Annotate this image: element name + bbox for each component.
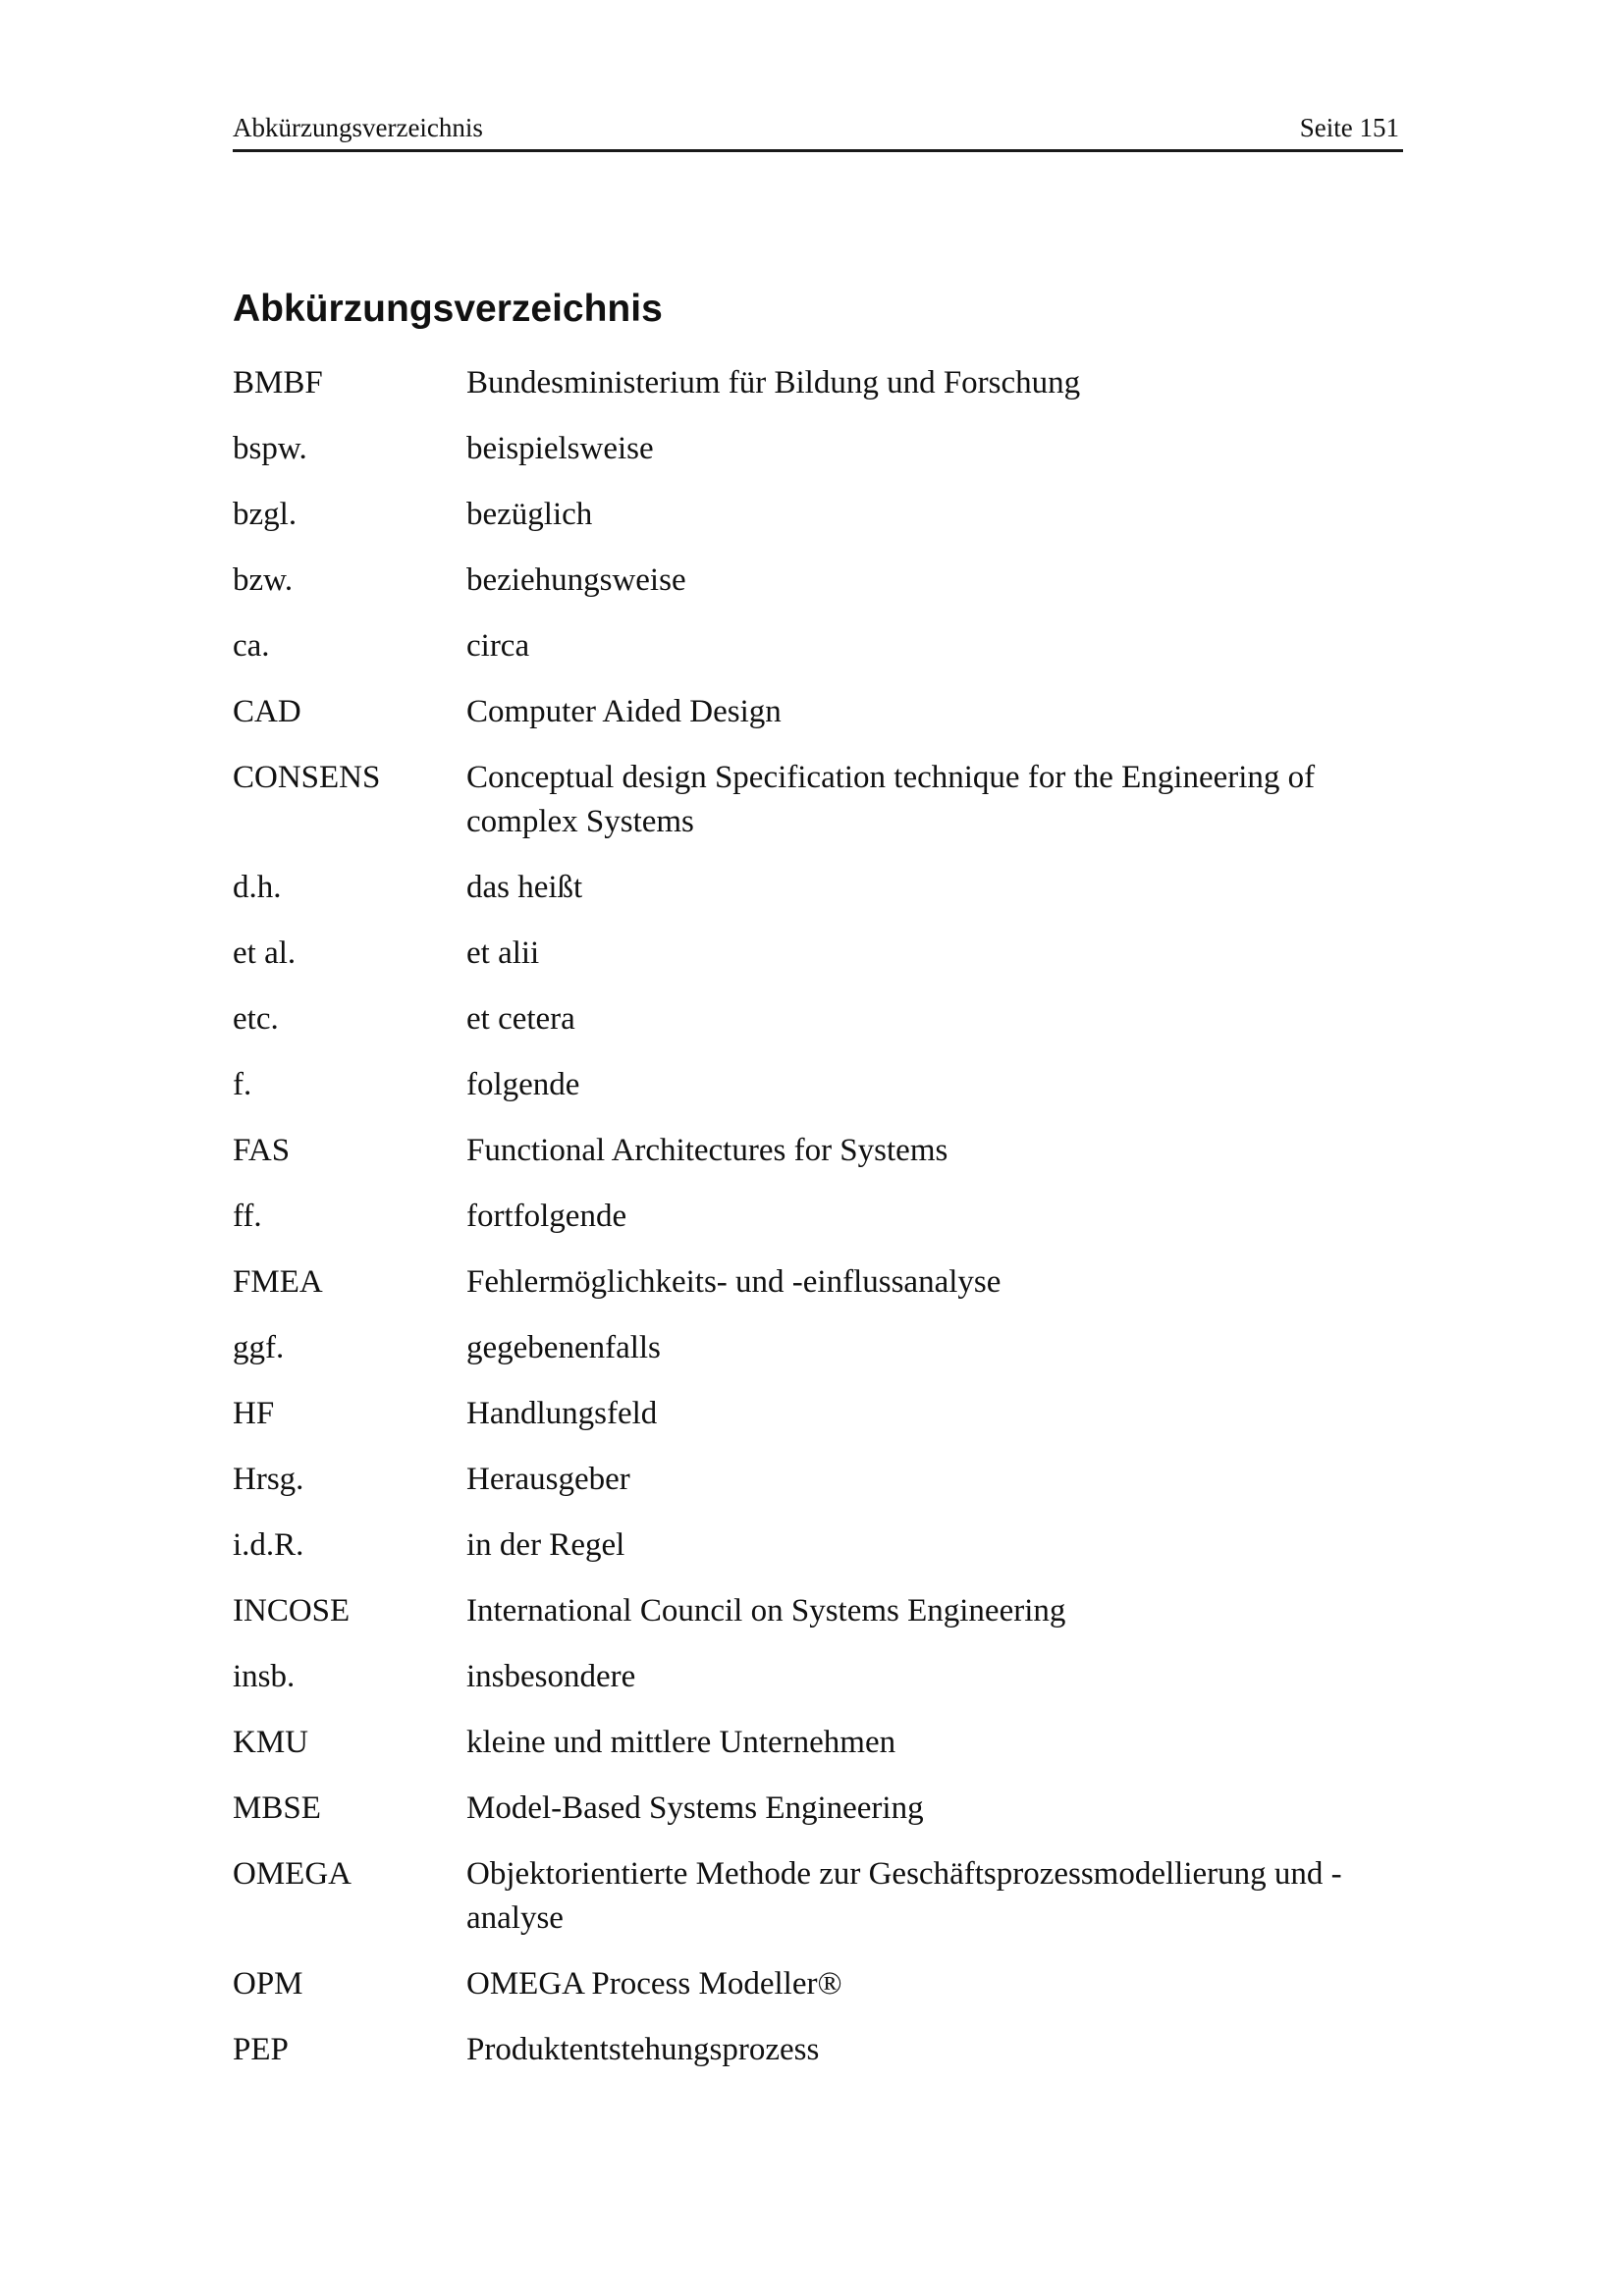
abbreviation-row [233,1852,1403,1962]
abbreviation-term: bzw. [233,562,294,598]
abbreviation-definition: Handlungsfeld [466,1396,658,1431]
abbreviation-definition: circa [466,628,530,664]
abbreviation-row [233,1260,1403,1326]
abbreviation-row [233,1458,1403,1523]
abbreviation-term: INCOSE [233,1593,351,1629]
abbreviation-definition: beziehungsweise [466,562,686,598]
abbreviation-definition: insbesondere [466,1659,636,1694]
abbreviation-term: FAS [233,1133,291,1168]
abbreviation-row [233,1655,1403,1721]
abbreviation-term: et al. [233,935,297,971]
abbreviation-row [233,932,1403,997]
abbreviation-term: f. [233,1067,252,1102]
abbreviation-row [233,2028,1403,2094]
abbreviation-row [233,1063,1403,1129]
abbreviation-row [233,559,1403,624]
abbreviation-term: BMBF [233,365,323,400]
abbreviation-term: CONSENS [233,760,381,795]
abbreviation-definition: Fehlermöglichkeits- und -einflussanalyse [466,1264,1001,1300]
abbreviation-term: ff. [233,1199,262,1234]
abbreviation-definition: das heißt [466,870,583,905]
abbreviation-term: CAD [233,694,301,729]
abbreviation-definition: beispielsweise [466,431,654,466]
abbreviation-row [233,690,1403,756]
section-heading: Abkürzungsverzeichnis [233,288,663,330]
abbreviation-row [233,1326,1403,1392]
abbreviation-term: MBSE [233,1790,321,1826]
abbreviation-row [233,1787,1403,1852]
abbreviation-definition: gegebenenfalls [466,1330,661,1365]
abbreviation-definition: Functional Architectures for Systems [466,1133,948,1168]
abbreviation-definition: Computer Aided Design [466,694,782,729]
abbreviation-definition: Objektorientierte Methode zur Geschäftsprozessmodellierung und -analyse [466,1856,1342,1936]
abbreviation-term: insb. [233,1659,296,1694]
abbreviation-row [233,1129,1403,1195]
abbreviation-term: Hrsg. [233,1462,304,1497]
abbreviation-term: HF [233,1396,275,1431]
abbreviation-definition: Herausgeber [466,1462,630,1497]
abbreviation-row [233,756,1403,866]
abbreviation-row [233,361,1403,427]
abbreviation-row [233,1523,1403,1589]
abbreviation-term: KMU [233,1725,309,1760]
running-title: Abkürzungsverzeichnis [233,113,483,142]
abbreviation-definition: in der Regel [466,1527,625,1563]
abbreviation-term: ggf. [233,1330,285,1365]
abbreviation-row [233,1962,1403,2028]
abbreviation-term: etc. [233,1001,279,1037]
abbreviation-term: i.d.R. [233,1527,304,1563]
abbreviation-definition: Model-Based Systems Engineering [466,1790,924,1826]
abbreviation-term: FMEA [233,1264,323,1300]
abbreviation-definition: folgende [466,1067,580,1102]
abbreviation-definition: et cetera [466,1001,575,1037]
abbreviation-row [233,1392,1403,1458]
abbreviation-list [233,361,1403,2094]
abbreviation-row [233,997,1403,1063]
abbreviation-term: OPM [233,1966,303,2002]
abbreviation-definition: kleine und mittlere Unternehmen [466,1725,896,1760]
abbreviation-term: d.h. [233,870,282,905]
abbreviation-row [233,493,1403,559]
abbreviation-row [233,1721,1403,1787]
abbreviation-term: bspw. [233,431,307,466]
abbreviation-definition: fortfolgende [466,1199,627,1234]
abbreviation-definition: et alii [466,935,540,971]
abbreviation-definition: OMEGA Process Modeller® [466,1966,842,2002]
abbreviation-term: OMEGA [233,1856,352,1892]
abbreviation-row [233,624,1403,690]
abbreviation-definition: International Council on Systems Engineering [466,1593,1066,1629]
abbreviation-row [233,427,1403,493]
abbreviation-row [233,866,1403,932]
abbreviation-term: bzgl. [233,497,298,532]
abbreviation-definition: Bundesministerium für Bildung und Forschung [466,365,1081,400]
page-header [233,106,1403,152]
abbreviation-definition: bezüglich [466,497,593,532]
abbreviation-row [233,1195,1403,1260]
abbreviation-term: PEP [233,2032,289,2067]
abbreviation-term: ca. [233,628,270,664]
page-number: Seite 151 [1299,113,1399,142]
abbreviation-definition: Produktentstehungsprozess [466,2032,820,2067]
abbreviation-row [233,1589,1403,1655]
abbreviation-definition: Conceptual design Specification technique for the Engineering of complex Systems [466,760,1316,839]
